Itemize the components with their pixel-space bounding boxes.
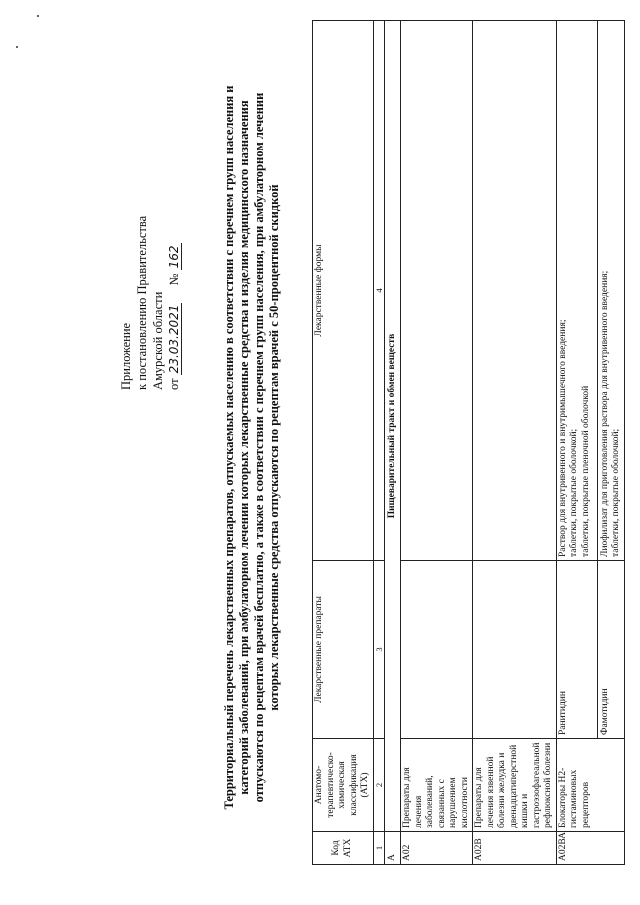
column-number: 4 <box>373 21 384 561</box>
drug-name-cell <box>556 561 624 739</box>
column-number: 1 <box>373 832 384 865</box>
atc-code: А02В <box>473 832 557 865</box>
drug-forms <box>597 21 623 560</box>
drug-forms <box>473 21 557 561</box>
table-row <box>401 21 473 865</box>
document-title: Территориальный перечень лекарственных препаратов, отпускаемых населению в соответствии с перечнем групп населения и категорий заболеваний, при амбулаторном лечении которых лекарственные средства и изделия медицинского назначения отпускаются по рецептам врачей бесплатно, а также в соответствии с перечнем групп населения, при амбулаторном лечении которых лекарственные средства отпускаются по рецептам врачей с 50-процентной скидкой <box>222 85 281 810</box>
drug-name <box>473 561 557 739</box>
atc-name: Препараты для лечения язвенной болезни желудка и двенадцатиперстной кишки и гастроэзофагеальной рефлюксной болезни <box>473 739 557 832</box>
handwritten-number: 162 <box>167 245 181 269</box>
drug-name: Фамотидин <box>597 561 612 738</box>
approval-line-2: к постановлению Правительства <box>135 215 149 390</box>
header-atc: Анатомо-терапевтическо-химическая классификация (АТХ) <box>313 739 374 832</box>
table-row <box>556 21 624 865</box>
atc-code: А02 <box>401 832 473 865</box>
atc-code: А02ВА <box>556 832 624 865</box>
approval-line-1: Приложение <box>119 322 133 390</box>
drug-form-item: Лиофилизат для приготовления раствора для внутривенного введения; <box>599 270 610 557</box>
handwritten-date: 23.03.2021 <box>167 304 181 374</box>
section-title: Пищеварительный тракт и обмен веществ <box>384 21 401 832</box>
drug-forms <box>401 21 473 561</box>
drug-form-item: таблетки, покрытые оболочкой; <box>569 428 579 557</box>
drug-name: Ранитидин <box>557 691 568 735</box>
approval-line-3: Амурской области <box>151 291 165 390</box>
atc-name: Препараты для лечения заболеваний, связанных с нарушением кислотности <box>401 739 473 832</box>
drug-form-item: таблетки, покрытые пленочной оболочкой <box>580 385 591 557</box>
section-code: А <box>384 832 401 865</box>
drug-name <box>401 561 473 739</box>
section-row <box>384 21 401 865</box>
approval-block <box>118 160 182 390</box>
table-row <box>473 21 557 865</box>
header-drugs: Лекарственные препараты <box>313 561 374 739</box>
number-prefix: № <box>167 273 181 286</box>
column-number-row <box>373 21 384 865</box>
column-number: 2 <box>373 739 384 832</box>
drug-form-item: Раствор для внутривенного и внутримышечного введения; <box>557 319 568 557</box>
drug-forms-cell <box>556 21 624 561</box>
header-code: Код АТХ <box>313 832 374 865</box>
drug-forms <box>558 24 595 557</box>
table-header-row <box>313 21 374 865</box>
header-forms: Лекарственные формы <box>313 21 374 561</box>
column-number: 3 <box>373 561 384 739</box>
date-prefix: от <box>167 378 181 390</box>
drug-list-table <box>312 20 625 865</box>
approval-date-line <box>166 160 182 390</box>
atc-name: Блокаторы Н2-гистаминовых рецепторов <box>556 739 624 832</box>
drug-form-item: таблетки, покрытые оболочкой; <box>611 428 621 557</box>
